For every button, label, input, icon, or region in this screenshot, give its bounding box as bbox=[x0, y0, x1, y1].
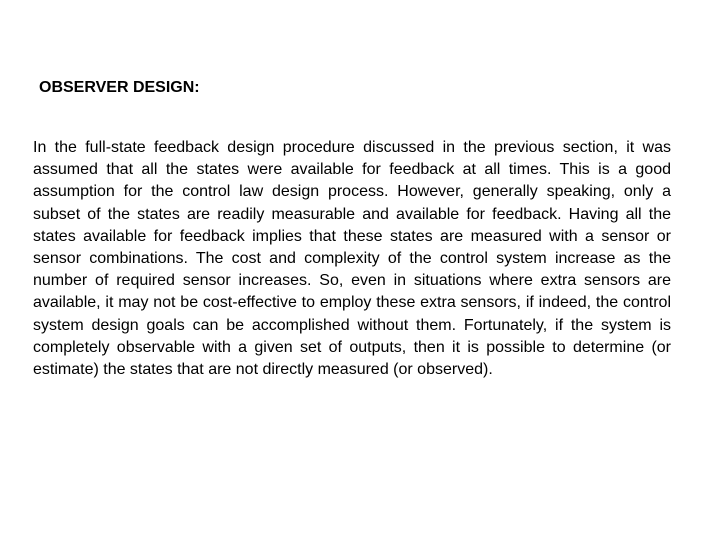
slide-heading: OBSERVER DESIGN: bbox=[39, 79, 200, 96]
body-paragraph: In the full-state feedback design procedure discussed in the previous section, it was assumed that all the states were available for feedback at all times. This is a good assumption for the control law design process. However, generally speaking, only a subset of the states are readily measurable and available for feedback. Having all the states available for feedback implies that these states are measured with a sensor or sensor combinations. The cost and complexity of the control system increase as the number of required sensor increases. So, even in situations where extra sensors are available, it may not be cost-effective to employ these extra sensors, if indeed, the control system design goals can be accomplished without them. Fortunately, if the system is completely observable with a given set of outputs, then it is possible to determine (or estimate) the states that are not directly measured (or observed). bbox=[33, 139, 671, 379]
